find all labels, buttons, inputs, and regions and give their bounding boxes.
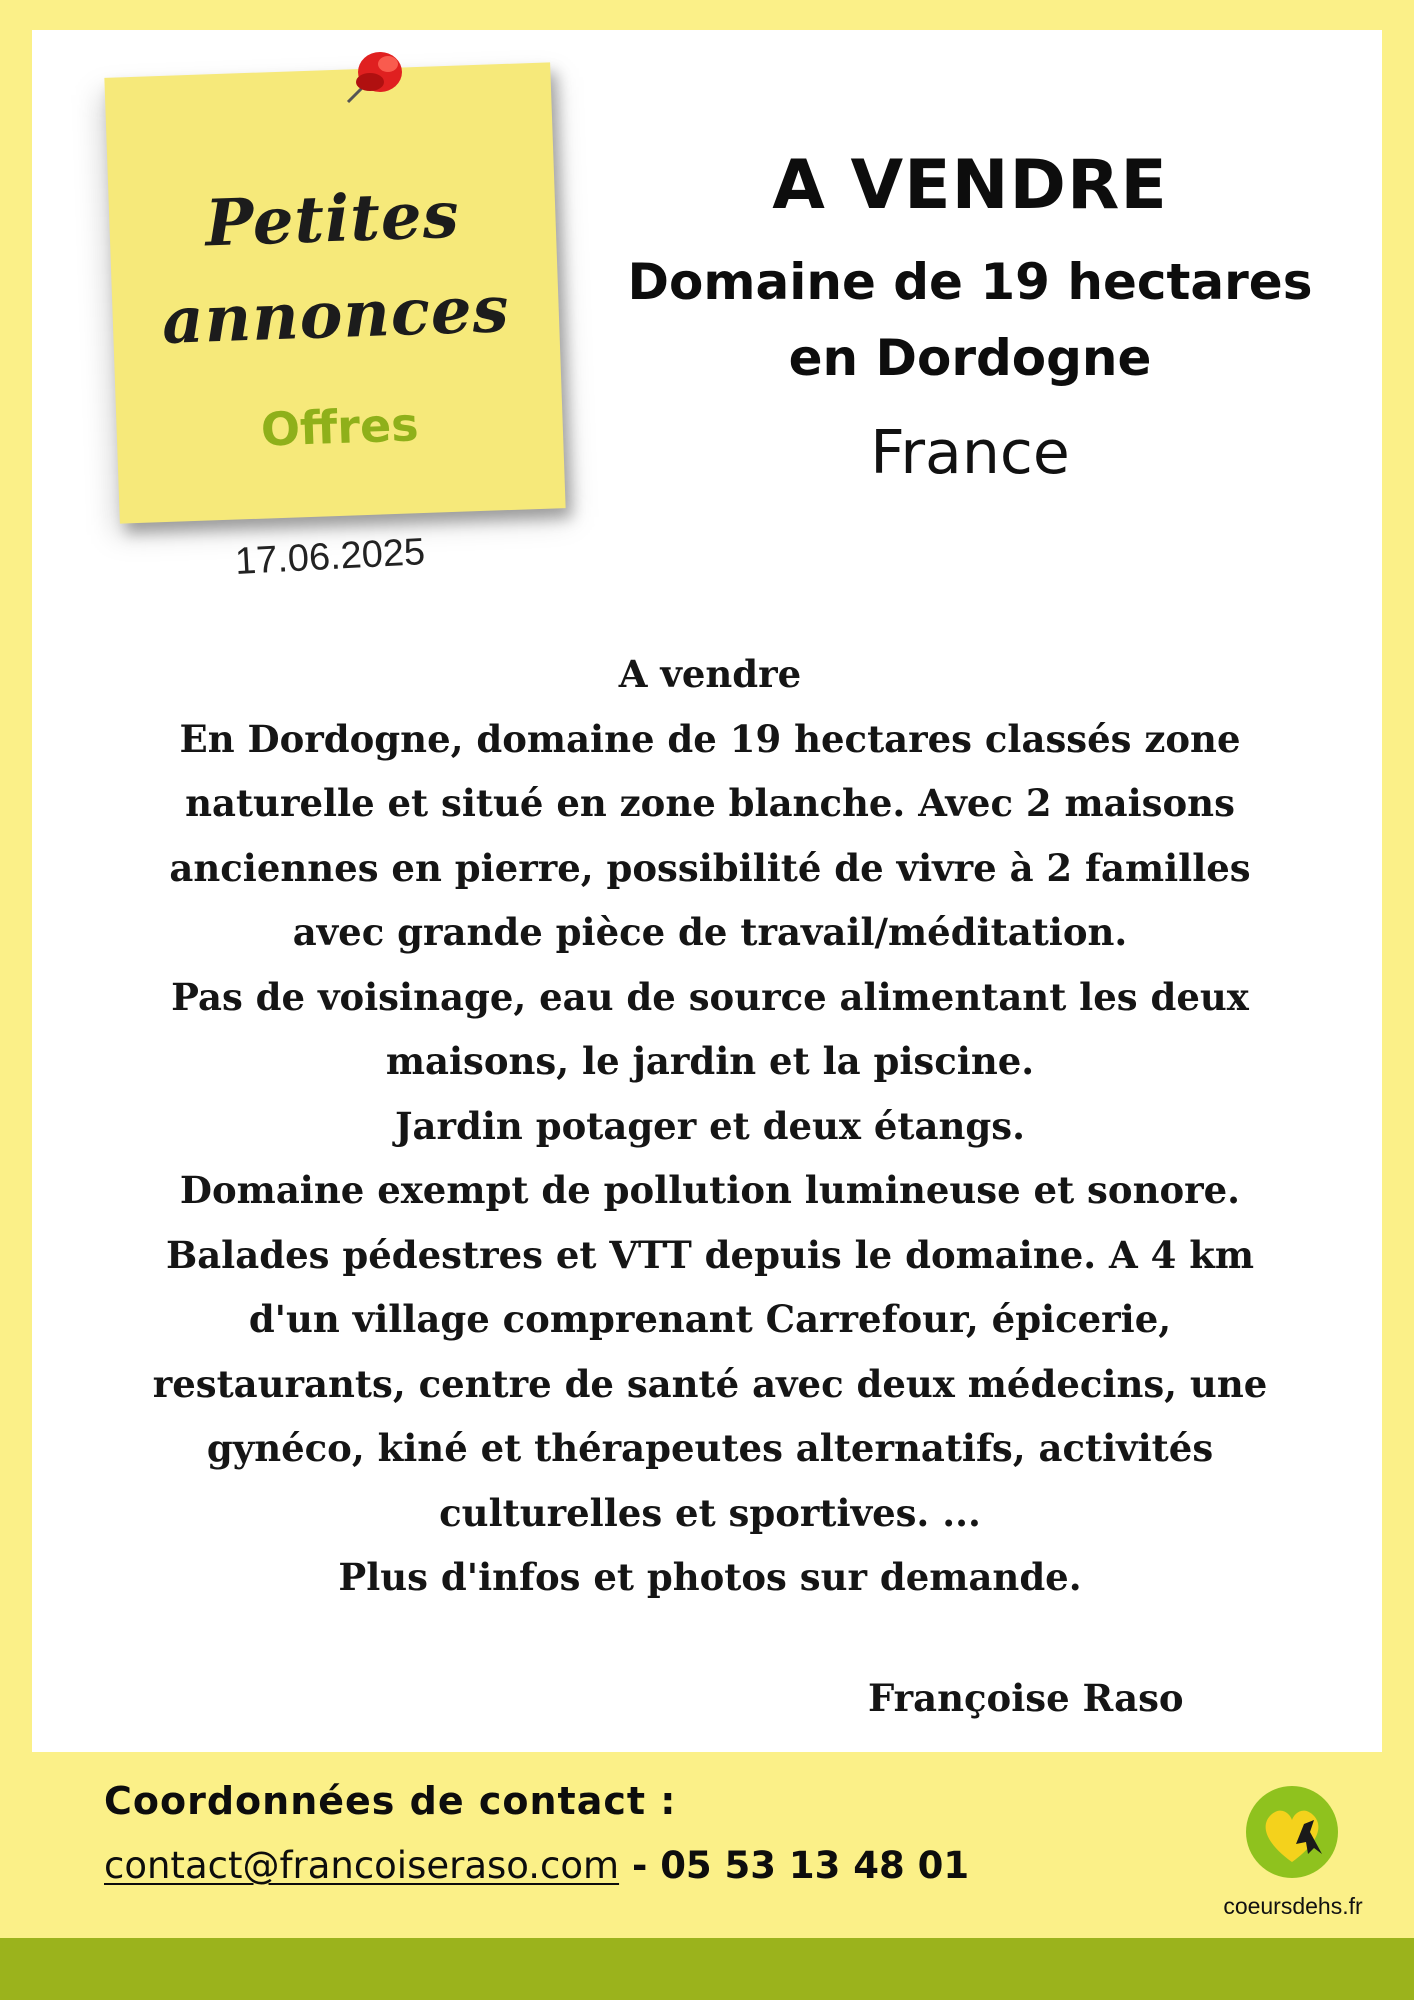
note-title-line1: Petites <box>204 177 461 262</box>
contact-phone: 05 53 13 48 01 <box>660 1844 970 1887</box>
body-line: Balades pédestres et VTT depuis le domaine. A 4 km <box>165 1232 1255 1277</box>
body-line: anciennes en pierre, possibilité de vivre à 2 familles <box>169 845 1251 890</box>
body-line: restaurants, centre de santé avec deux médecins, une <box>152 1361 1268 1406</box>
subtitle-line2: en Dordogne <box>788 329 1152 387</box>
body-line: maisons, le jardin et la piscine. <box>385 1039 1035 1083</box>
body-line: Pas de voisinage, eau de source alimentant les deux <box>171 974 1249 1019</box>
body-line: Domaine exempt de pollution lumineuse et sonore. <box>179 1168 1241 1212</box>
contact-separator: - <box>619 1844 661 1887</box>
site-url: coeursdehs.fr <box>1223 1893 1363 1919</box>
page-title: A VENDRE <box>772 146 1168 225</box>
body-line: gynéco, kiné et thérapeutes alternatifs, activités <box>206 1426 1214 1470</box>
note-date: 17.06.2025 <box>234 531 427 583</box>
contact-email-link[interactable]: contact@francoiseraso.com <box>104 1844 620 1887</box>
contact-line <box>104 1844 969 1887</box>
country-label: France <box>870 418 1070 488</box>
sticky-note <box>104 62 565 523</box>
signature: Françoise Raso <box>868 1676 1184 1720</box>
body-line: culturelles et sportives. ... <box>439 1490 981 1535</box>
pushpin-icon <box>318 42 438 112</box>
bottom-bar <box>0 1938 1414 2000</box>
body-line: Plus d'infos et photos sur demande. <box>338 1555 1082 1599</box>
coeurs-dehs-logo <box>1244 1784 1340 1880</box>
body-line: naturelle et situé en zone blanche. Avec 2 maisons <box>185 781 1235 825</box>
announcement-body <box>120 642 1300 1610</box>
subtitle-line1: Domaine de 19 hectares <box>627 253 1313 311</box>
contact-title: Coordonnées de contact : <box>104 1779 677 1823</box>
body-line: avec grande pièce de travail/méditation. <box>292 910 1128 954</box>
body-line: Jardin potager et deux étangs. <box>395 1103 1025 1148</box>
page-subtitle <box>570 244 1370 396</box>
body-line: d'un village comprenant Carrefour, épicerie, <box>248 1297 1172 1341</box>
body-line: A vendre <box>618 652 802 696</box>
body-line: En Dordogne, domaine de 19 hectares classés zone <box>179 716 1241 761</box>
note-category: Offres <box>259 397 420 457</box>
note-title-line2: annonces <box>160 271 511 360</box>
